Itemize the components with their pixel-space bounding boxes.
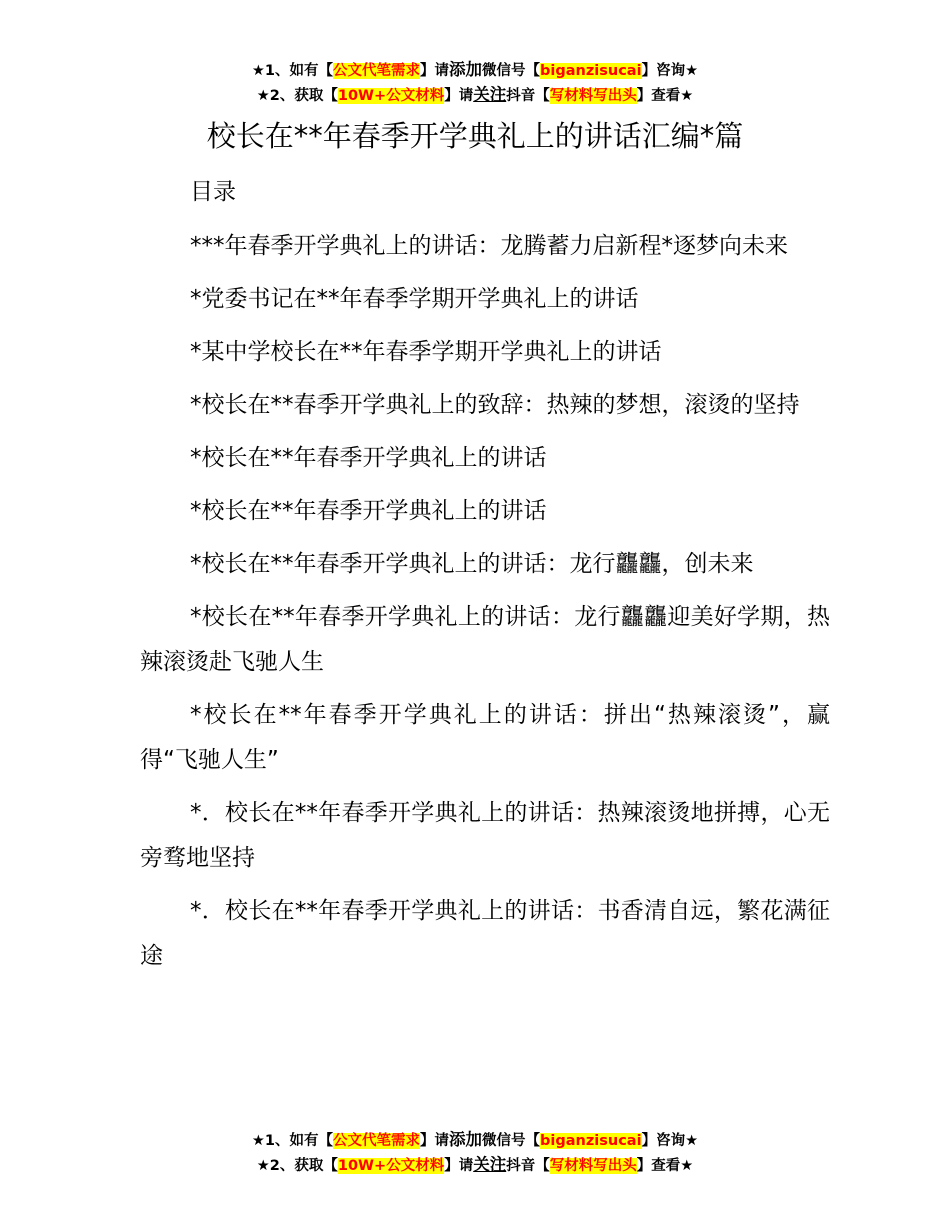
materials-highlight: 10W+公文材料	[337, 1158, 445, 1174]
header-line2-text: 抖音【	[506, 88, 550, 104]
header-line1-text: ★1、如有【	[251, 63, 334, 79]
header-banner	[0, 58, 950, 108]
footer-line2-text: ★2、获取【	[256, 1158, 338, 1174]
footer-line2-text: 】查看★	[636, 1158, 694, 1174]
service-highlight: 公文代笔需求	[333, 1133, 421, 1149]
toc-item: *校长在**年春季开学典礼上的讲话：龙行龘龘迎美好学期，热辣滚烫赴飞驰人生	[140, 604, 830, 675]
footer-line2-text: 抖音【	[506, 1158, 550, 1174]
toc-heading: 目录	[190, 179, 236, 205]
footer-banner-line-1	[0, 1128, 950, 1153]
footer-banner-line-2	[0, 1153, 950, 1178]
toc-item: *校长在**年春季开学典礼上的讲话	[190, 498, 547, 524]
header-line2-text: ★2、获取【	[256, 88, 338, 104]
toc-item: *．校长在**年春季开学典礼上的讲话：书香清自远，繁花满征途	[140, 898, 830, 969]
douyin-account-highlight: 写材料写出头	[549, 1158, 637, 1174]
header-line1-text: 】请	[420, 63, 450, 79]
header-line2-text: 】查看★	[636, 88, 694, 104]
toc-item: *校长在**年春季开学典礼上的讲话：龙行龘龘，创未来	[190, 551, 754, 577]
service-highlight: 公文代笔需求	[333, 63, 421, 79]
footer-line2-emphasis: 关注	[473, 1155, 507, 1174]
toc-item: *校长在**年春季开学典礼上的讲话：拼出“热辣滚烫”，赢得“飞驰人生”	[140, 702, 830, 773]
header-banner-line-1	[0, 58, 950, 83]
document-title: 校长在**年春季开学典礼上的讲话汇编*篇	[206, 119, 744, 153]
footer-line2-text: 】请	[444, 1158, 474, 1174]
header-line2-emphasis: 关注	[473, 85, 507, 104]
header-line2-text: 】请	[444, 88, 474, 104]
footer-line1-text: 】请	[420, 1133, 450, 1149]
footer-banner	[0, 1128, 950, 1178]
header-line1-text: 】咨询★	[641, 63, 699, 79]
toc-item: *某中学校长在**年春季学期开学典礼上的讲话	[190, 339, 662, 365]
footer-line1-text: ★1、如有【	[251, 1133, 334, 1149]
toc-item: *．校长在**年春季开学典礼上的讲话：热辣滚烫地拼搏，心无旁骛地坚持	[140, 800, 830, 871]
footer-line1-text: 】咨询★	[641, 1133, 699, 1149]
toc-item: *校长在**年春季开学典礼上的讲话	[190, 445, 547, 471]
header-line1-text: 微信号【	[482, 63, 541, 79]
header-banner-line-2	[0, 83, 950, 108]
toc-item: *党委书记在**年春季学期开学典礼上的讲话	[190, 286, 639, 312]
wechat-id-highlight: biganzisucai	[540, 1133, 642, 1149]
toc-item: *校长在**春季开学典礼上的致辞：热辣的梦想，滚烫的坚持	[190, 392, 800, 418]
table-of-contents	[140, 224, 830, 987]
footer-line1-emphasis: 添加	[449, 1130, 483, 1149]
materials-highlight: 10W+公文材料	[337, 88, 445, 104]
toc-item: ***年春季开学典礼上的讲话：龙腾蓄力启新程*逐梦向未来	[190, 233, 788, 259]
wechat-id-highlight: biganzisucai	[540, 63, 642, 79]
footer-line1-text: 微信号【	[482, 1133, 541, 1149]
douyin-account-highlight: 写材料写出头	[549, 88, 637, 104]
header-line1-emphasis: 添加	[449, 60, 483, 79]
